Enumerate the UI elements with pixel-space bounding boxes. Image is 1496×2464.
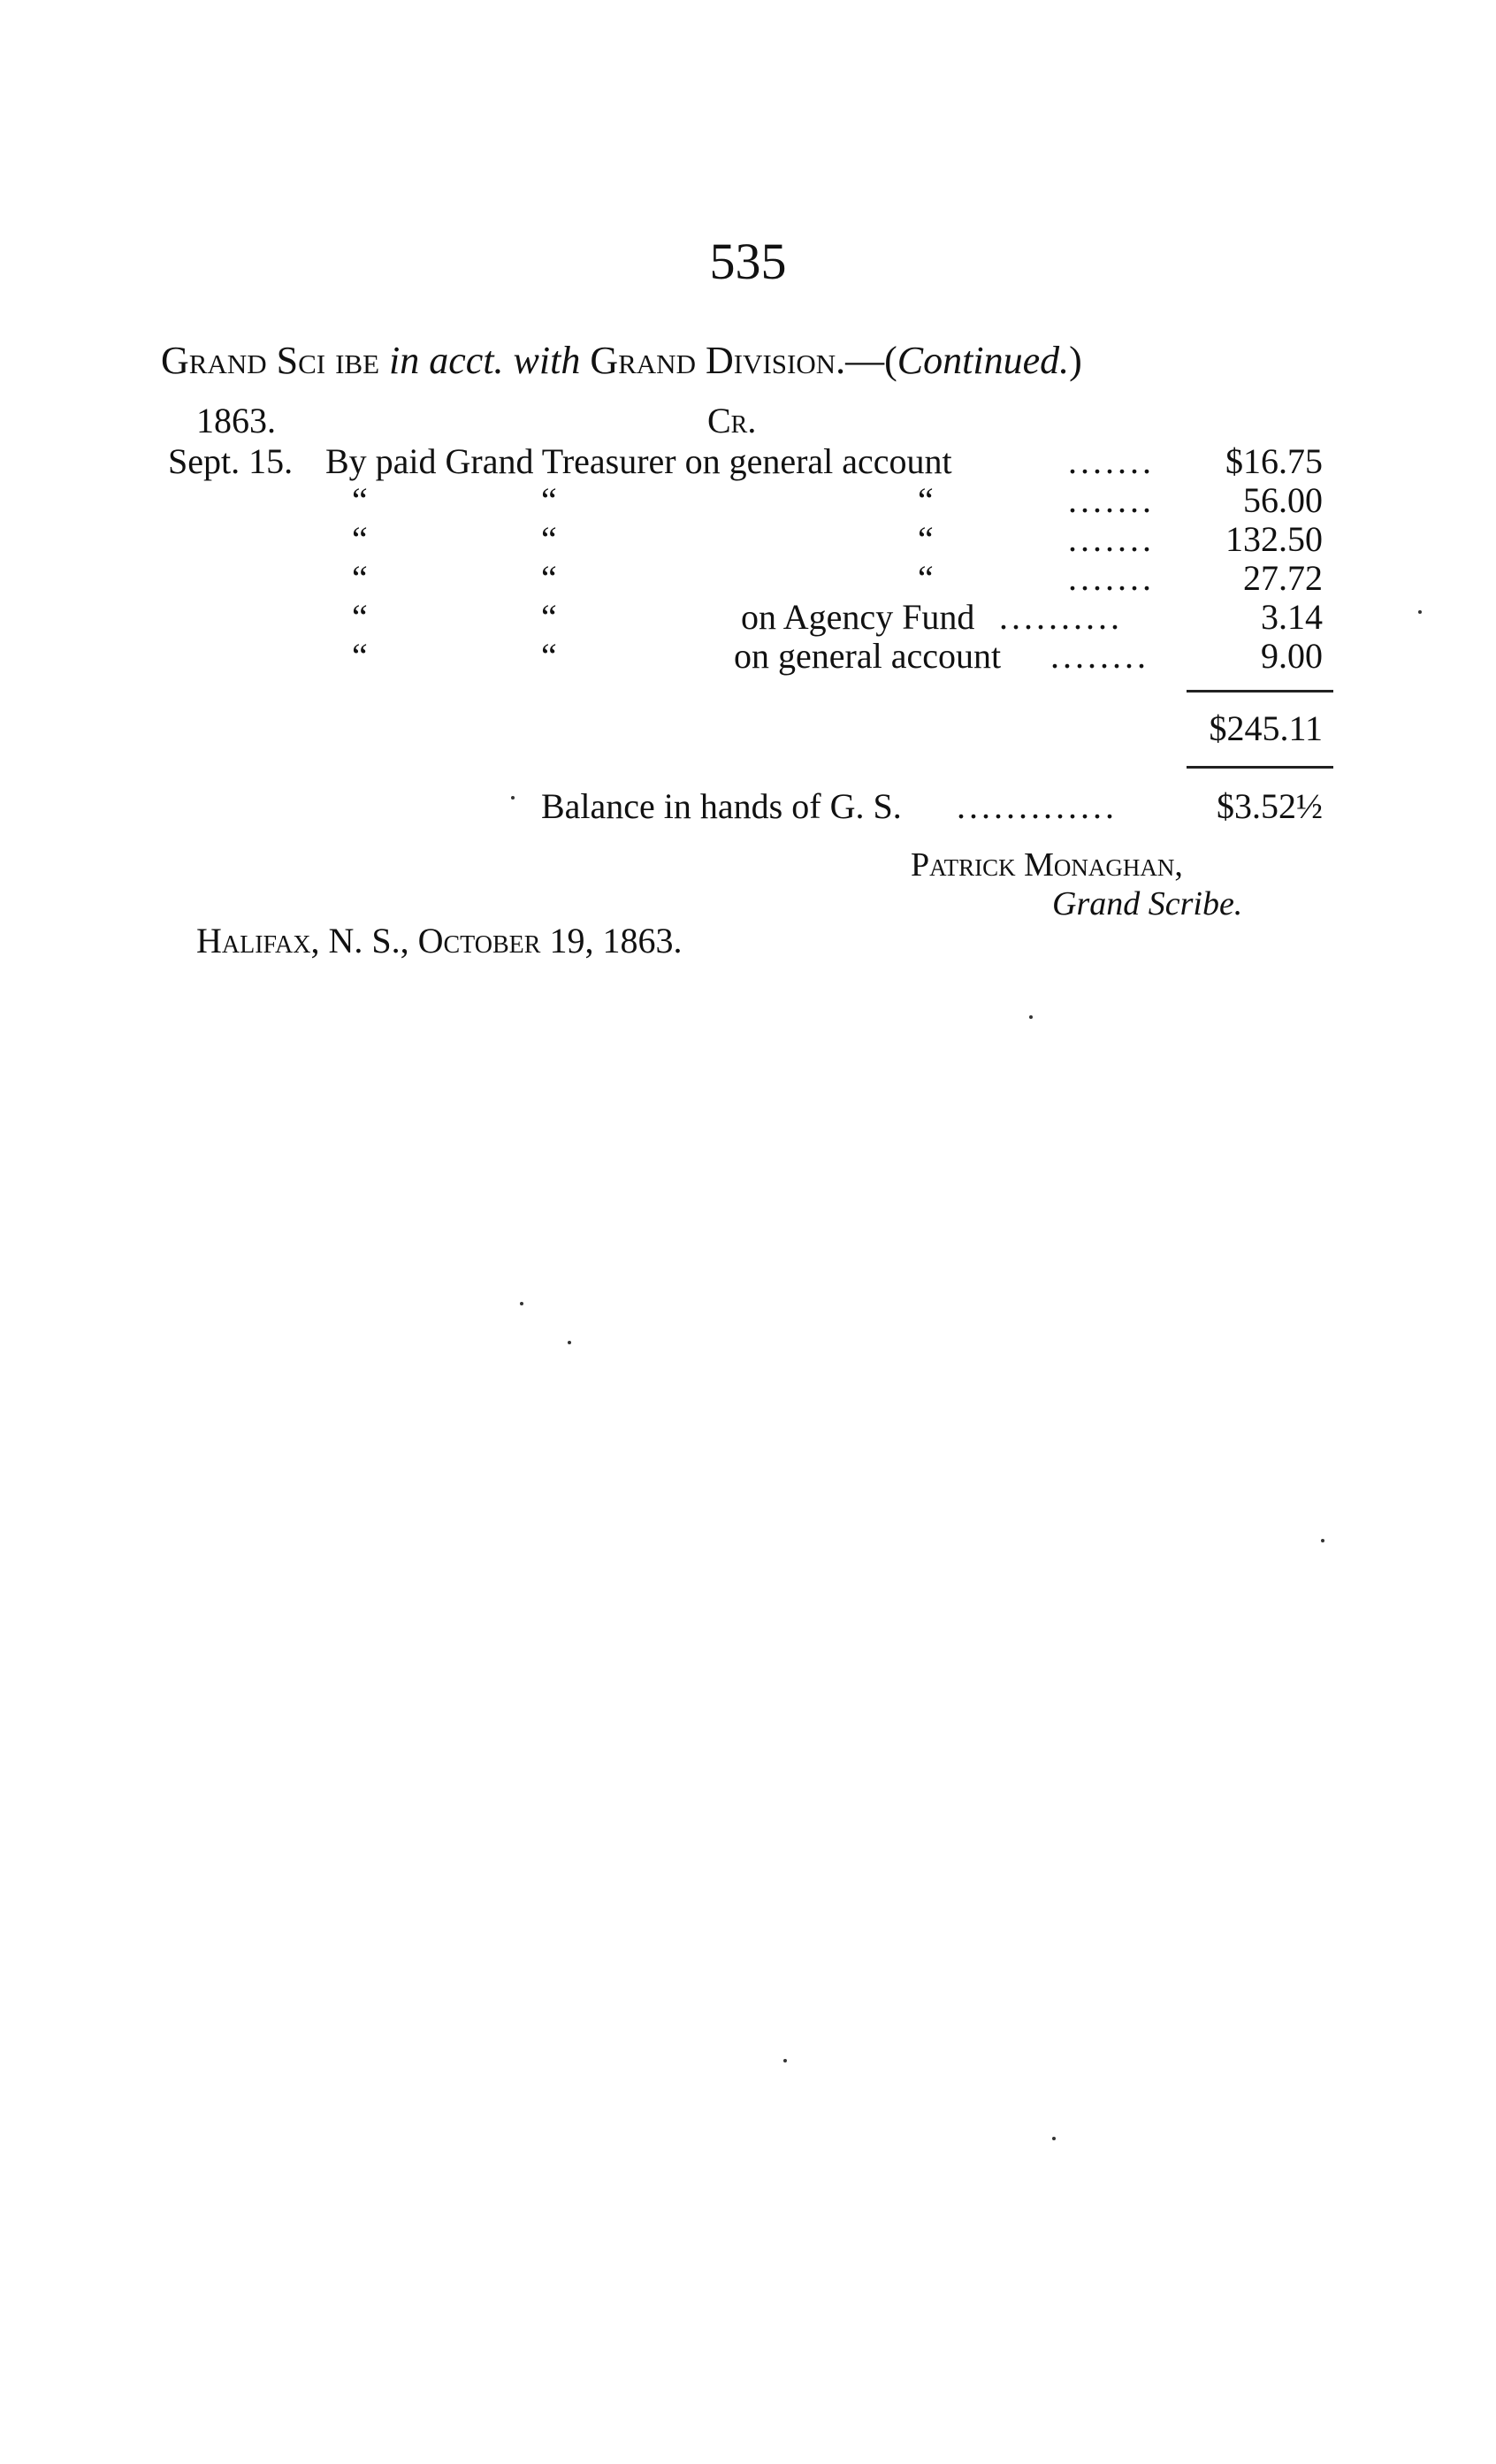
ditto-mark: “: [918, 558, 934, 598]
print-speck: [568, 1341, 571, 1344]
print-speck: [1321, 1539, 1324, 1542]
ditto-mark: “: [541, 636, 557, 676]
entry-date: Sept. 15.: [168, 441, 294, 481]
leader-dots: ..........: [999, 597, 1123, 637]
year: 1863.: [196, 401, 276, 440]
print-speck: [1052, 2137, 1056, 2140]
signature-name: Patrick Monaghan,: [911, 846, 1183, 884]
entry-description: on Agency Fund: [741, 597, 975, 637]
entry-amount: 27.72: [1243, 558, 1323, 598]
account-heading: [161, 338, 1082, 383]
balance-amount: $3.52½: [1217, 786, 1323, 826]
entry-amount: 3.14: [1261, 597, 1323, 637]
leader-dots: .............: [957, 786, 1118, 826]
print-speck: [511, 796, 515, 800]
total-amount: $245.11: [1209, 708, 1323, 748]
heading-close-paren: ): [1069, 339, 1082, 382]
ditto-mark: “: [541, 597, 557, 637]
ditto-mark: “: [541, 480, 557, 520]
entry-description: By paid Grand Treasurer on general account: [325, 441, 952, 481]
entry-amount: $16.75: [1225, 441, 1323, 481]
print-speck: [1029, 1015, 1033, 1019]
entry-description: on general account: [734, 636, 1002, 676]
credit-column-head: Cr.: [707, 401, 757, 440]
heading-grand-division: Grand Division.—(: [590, 339, 897, 382]
balance-label: Balance in hands of G. S.: [541, 786, 902, 826]
ditto-mark: “: [541, 519, 557, 559]
signature-title: Grand Scribe.: [1052, 885, 1243, 922]
heading-in-acct-with: in acct. with: [389, 339, 581, 382]
balance-rule: [1187, 766, 1333, 769]
leader-dots: .......: [1068, 441, 1155, 481]
leader-dots: .......: [1068, 519, 1155, 559]
ditto-mark: “: [918, 519, 934, 559]
ditto-mark: “: [352, 597, 368, 637]
ditto-mark: “: [918, 480, 934, 520]
entry-amount: 56.00: [1243, 480, 1323, 520]
print-speck: [783, 2059, 787, 2062]
ditto-mark: “: [352, 480, 368, 520]
page-number: 535: [709, 233, 787, 290]
leader-dots: .......: [1068, 480, 1155, 520]
print-speck: [520, 1302, 523, 1305]
total-rule: [1187, 690, 1333, 693]
heading-continued: Continued.: [897, 339, 1070, 382]
ditto-mark: “: [352, 558, 368, 598]
ditto-mark: “: [352, 519, 368, 559]
ditto-mark: “: [541, 558, 557, 598]
entry-amount: 9.00: [1261, 636, 1323, 676]
print-speck: [1418, 610, 1422, 614]
heading-grand-scribe: Grand Sci ibe: [161, 339, 380, 382]
entry-amount: 132.50: [1225, 519, 1323, 559]
place-and-date: Halifax, N. S., October 19, 1863.: [196, 921, 683, 960]
leader-dots: .......: [1068, 558, 1155, 598]
leader-dots: ........: [1050, 636, 1149, 676]
ditto-mark: “: [352, 636, 368, 676]
